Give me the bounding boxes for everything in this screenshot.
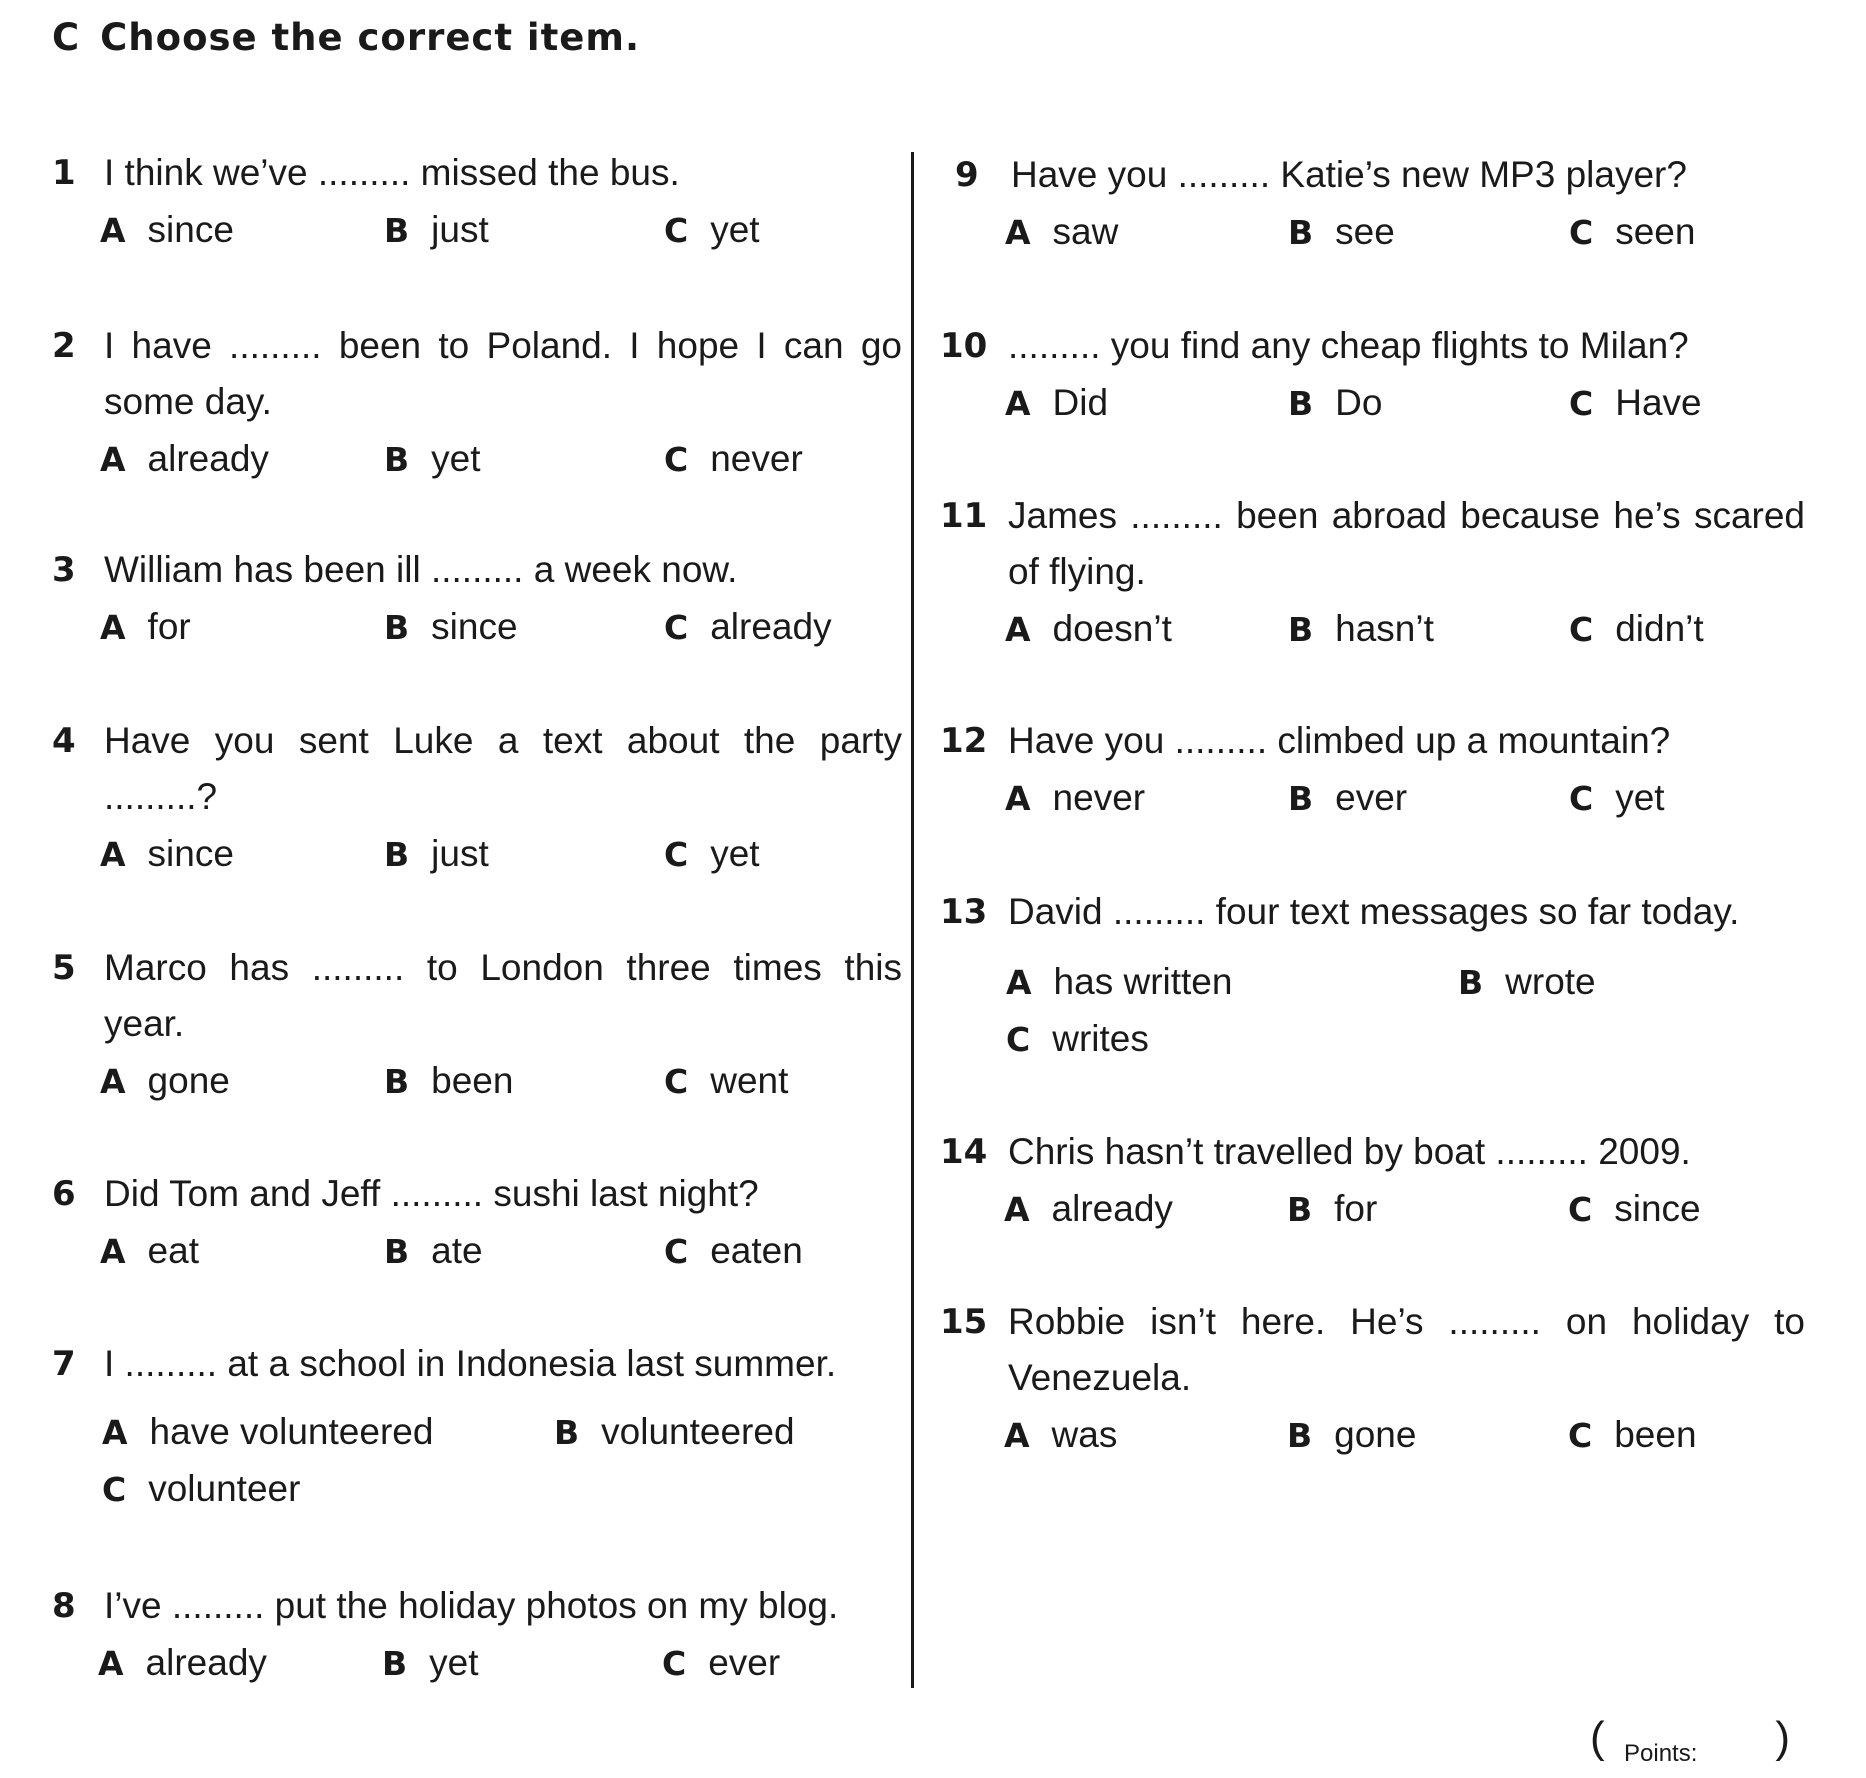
question-stem: Have you ......... climbed up a mountain?	[1008, 720, 1671, 761]
question-stem: Chris hasn’t travelled by boat ......... 2009.	[1008, 1131, 1691, 1172]
option-b[interactable]	[1288, 375, 1382, 432]
options-row	[100, 826, 902, 882]
question-stem: Did Tom and Jeff ......... sushi last night?	[104, 1173, 759, 1214]
option-letter: B	[384, 1232, 410, 1271]
options-row	[100, 1223, 902, 1279]
option-text: already	[710, 606, 832, 647]
option-letter: C	[102, 1470, 127, 1509]
question-8	[52, 1578, 902, 1691]
option-text: see	[1335, 211, 1395, 252]
option-letter: C	[664, 440, 689, 479]
question-stem: David ......... four text messages so far today.	[1008, 891, 1740, 932]
option-letter: B	[1288, 610, 1314, 649]
option-b[interactable]	[1288, 601, 1434, 658]
question-number: 10	[940, 326, 988, 366]
option-letter: B	[1458, 963, 1484, 1002]
question-stem: I’ve ......... put the holiday photos on my blog.	[104, 1585, 839, 1626]
question-10	[940, 318, 1805, 431]
question-stem: I have ......... been to Poland. I hope I can go some day.	[104, 325, 902, 422]
question-number: 2	[52, 326, 76, 366]
options-row	[102, 1461, 902, 1517]
options-row	[1004, 1181, 1805, 1237]
option-a[interactable]	[98, 1635, 267, 1692]
question-stem: Marco has ......... to London three times this year.	[104, 947, 902, 1044]
question-4	[52, 713, 902, 882]
option-text: ever	[708, 1642, 781, 1683]
option-text: never	[710, 438, 803, 479]
option-c[interactable]	[1006, 1011, 1149, 1068]
option-letter: B	[554, 1413, 580, 1452]
question-stem: ......... you find any cheap flights to Milan?	[1008, 325, 1689, 366]
options-row	[1004, 1407, 1805, 1463]
option-letter: A	[1005, 779, 1031, 818]
option-b[interactable]	[1288, 204, 1395, 261]
option-b[interactable]	[382, 1635, 479, 1692]
option-letter: B	[384, 1062, 410, 1101]
option-text: since	[431, 606, 518, 647]
question-1	[52, 145, 902, 258]
points-box	[1590, 1713, 1790, 1778]
option-c[interactable]	[102, 1461, 300, 1518]
question-stem: James ......... been abroad because he’s scared of flying.	[1008, 495, 1805, 592]
exercise-letter: C	[52, 16, 81, 59]
question-2	[52, 318, 902, 487]
question-stem: Robbie isn’t here. He’s ......... on holiday to Venezuela.	[1008, 1301, 1805, 1398]
option-text: already	[147, 438, 269, 479]
option-letter: B	[1287, 1190, 1313, 1229]
options-row	[102, 1404, 902, 1460]
question-7	[52, 1336, 902, 1517]
option-letter: B	[1287, 1416, 1313, 1455]
option-b[interactable]	[384, 1223, 483, 1280]
option-letter: C	[664, 1232, 689, 1271]
bracket-right: )	[1775, 1713, 1790, 1762]
option-text: yet	[710, 209, 760, 250]
option-letter: A	[100, 1232, 126, 1271]
option-letter: C	[1006, 1020, 1031, 1059]
question-number: 13	[940, 892, 988, 932]
option-text: didn’t	[1615, 608, 1704, 649]
options-row	[1005, 770, 1805, 826]
option-text: doesn’t	[1052, 608, 1172, 649]
option-letter: A	[1005, 384, 1031, 423]
option-text: since	[147, 833, 234, 874]
option-text: never	[1052, 777, 1146, 818]
option-letter: B	[384, 211, 410, 250]
option-a[interactable]	[102, 1404, 433, 1461]
option-letter: C	[1569, 779, 1594, 818]
question-12	[940, 713, 1805, 826]
question-9	[955, 147, 1805, 260]
option-letter: C	[1568, 1416, 1593, 1455]
option-c[interactable]	[1568, 1181, 1701, 1238]
option-a[interactable]	[100, 1223, 199, 1280]
option-c[interactable]	[1569, 375, 1702, 432]
options-row	[100, 1053, 902, 1109]
options-row	[1005, 601, 1805, 657]
option-a[interactable]	[100, 599, 191, 656]
question-number: 1	[52, 153, 76, 193]
question-stem: Have you sent Luke a text about the party .........?	[104, 720, 902, 817]
option-letter: C	[1569, 384, 1594, 423]
option-letter: C	[664, 211, 689, 250]
option-a[interactable]	[1005, 601, 1172, 658]
option-text: yet	[710, 833, 760, 874]
options-row	[100, 202, 902, 258]
option-b[interactable]	[1287, 1181, 1377, 1238]
option-text: since	[1614, 1188, 1701, 1229]
question-number: 6	[52, 1174, 76, 1214]
option-text: gone	[147, 1060, 230, 1101]
option-letter: C	[1569, 213, 1594, 252]
option-text: since	[147, 209, 234, 250]
question-14	[940, 1124, 1805, 1237]
points-label: Points:	[1624, 1740, 1698, 1767]
option-b[interactable]	[384, 599, 518, 656]
option-letter: A	[100, 211, 126, 250]
options-row	[100, 431, 902, 487]
question-3	[52, 542, 902, 655]
options-row	[1005, 204, 1805, 260]
option-a[interactable]	[1005, 204, 1118, 261]
option-text: gone	[1334, 1414, 1417, 1455]
option-text: wrote	[1505, 961, 1596, 1002]
question-13	[940, 884, 1805, 1067]
option-text: ever	[1335, 777, 1408, 818]
option-letter: B	[384, 835, 410, 874]
option-letter: B	[384, 608, 410, 647]
options-row	[1006, 1011, 1805, 1067]
option-text: been	[1614, 1414, 1697, 1455]
option-letter: C	[1568, 1190, 1593, 1229]
option-b[interactable]	[384, 1053, 513, 1110]
option-b[interactable]	[1458, 954, 1596, 1011]
options-row	[1006, 954, 1805, 1010]
option-b[interactable]	[554, 1404, 795, 1461]
question-number: 3	[52, 550, 76, 590]
option-a[interactable]	[100, 431, 269, 488]
option-c[interactable]	[664, 826, 760, 883]
question-number: 8	[52, 1586, 76, 1626]
option-c[interactable]	[1569, 770, 1665, 827]
option-text: ate	[431, 1230, 483, 1271]
option-c[interactable]	[1568, 1407, 1697, 1464]
option-letter: A	[98, 1644, 124, 1683]
option-c[interactable]	[1569, 601, 1704, 658]
option-c[interactable]	[1569, 204, 1695, 261]
option-c[interactable]	[662, 1635, 780, 1692]
option-letter: A	[1005, 213, 1031, 252]
option-text: already	[1051, 1188, 1173, 1229]
option-text: yet	[431, 438, 481, 479]
question-number: 14	[940, 1132, 988, 1172]
question-number: 4	[52, 721, 76, 761]
options-row	[98, 1635, 902, 1691]
options-row	[100, 599, 902, 655]
option-a[interactable]	[1005, 770, 1145, 827]
option-text: volunteer	[148, 1468, 301, 1509]
option-letter: A	[100, 440, 126, 479]
option-b[interactable]	[384, 431, 481, 488]
option-letter: C	[664, 1062, 689, 1101]
option-c[interactable]	[664, 202, 760, 259]
option-letter: B	[1288, 213, 1314, 252]
option-text: seen	[1615, 211, 1696, 252]
option-text: eaten	[710, 1230, 803, 1271]
option-c[interactable]	[664, 431, 803, 488]
option-text: for	[147, 606, 191, 647]
option-a[interactable]	[100, 826, 234, 883]
option-letter: A	[1005, 610, 1031, 649]
option-text: been	[431, 1060, 514, 1101]
option-a[interactable]	[1004, 1407, 1117, 1464]
option-text: writes	[1052, 1018, 1149, 1059]
option-letter: A	[102, 1413, 128, 1452]
option-b[interactable]	[1287, 1407, 1416, 1464]
question-stem: William has been ill ......... a week now.	[104, 549, 738, 590]
option-text: volunteered	[601, 1411, 795, 1452]
option-letter: A	[100, 1062, 126, 1101]
option-letter: B	[1288, 384, 1314, 423]
question-number: 11	[940, 496, 988, 536]
option-text: Do	[1335, 382, 1383, 423]
option-c[interactable]	[664, 1223, 803, 1280]
column-divider	[911, 152, 914, 1688]
option-text: hasn’t	[1335, 608, 1434, 649]
question-number: 9	[955, 155, 979, 195]
option-text: was	[1051, 1414, 1118, 1455]
option-a[interactable]	[1004, 1181, 1173, 1238]
question-number: 15	[940, 1302, 988, 1342]
question-stem: I think we’ve ......... missed the bus.	[104, 152, 680, 193]
option-text: have volunteered	[149, 1411, 434, 1452]
option-b[interactable]	[384, 202, 489, 259]
question-6	[52, 1166, 902, 1279]
option-a[interactable]	[100, 1053, 230, 1110]
option-letter: A	[1004, 1416, 1030, 1455]
question-number: 12	[940, 721, 988, 761]
option-letter: C	[1569, 610, 1594, 649]
option-letter: C	[662, 1644, 687, 1683]
question-stem: Have you ......... Katie’s new MP3 player?	[1011, 154, 1687, 195]
option-letter: A	[1006, 963, 1032, 1002]
option-text: yet	[429, 1642, 479, 1683]
option-letter: C	[664, 835, 689, 874]
option-text: Have	[1615, 382, 1702, 423]
question-5	[52, 940, 902, 1109]
option-text: just	[431, 209, 489, 250]
option-b[interactable]	[384, 826, 489, 883]
option-letter: B	[382, 1644, 408, 1683]
question-15	[940, 1294, 1805, 1463]
option-text: yet	[1615, 777, 1665, 818]
question-number: 7	[52, 1344, 76, 1384]
option-text: has written	[1053, 961, 1233, 1002]
option-c[interactable]	[664, 599, 832, 656]
option-letter: C	[664, 608, 689, 647]
option-letter: A	[100, 608, 126, 647]
option-a[interactable]	[100, 202, 234, 259]
option-letter: B	[1288, 779, 1314, 818]
bracket-left: (	[1590, 1713, 1605, 1762]
option-text: went	[710, 1060, 789, 1101]
option-text: saw	[1052, 211, 1119, 252]
exercise-instruction: Choose the correct item.	[100, 16, 641, 59]
option-letter: A	[1004, 1190, 1030, 1229]
option-text: already	[145, 1642, 267, 1683]
question-stem: I ......... at a school in Indonesia last summer.	[104, 1343, 837, 1384]
option-b[interactable]	[1288, 770, 1407, 827]
option-letter: B	[384, 440, 410, 479]
option-c[interactable]	[664, 1053, 788, 1110]
option-a[interactable]	[1005, 375, 1108, 432]
option-text: just	[431, 833, 489, 874]
exercise-heading	[52, 16, 640, 59]
option-text: for	[1334, 1188, 1378, 1229]
option-text: Did	[1052, 382, 1109, 423]
option-a[interactable]	[1006, 954, 1232, 1011]
option-text: eat	[147, 1230, 199, 1271]
question-number: 5	[52, 948, 76, 988]
question-11	[940, 488, 1805, 657]
options-row	[1005, 375, 1805, 431]
option-letter: A	[100, 835, 126, 874]
